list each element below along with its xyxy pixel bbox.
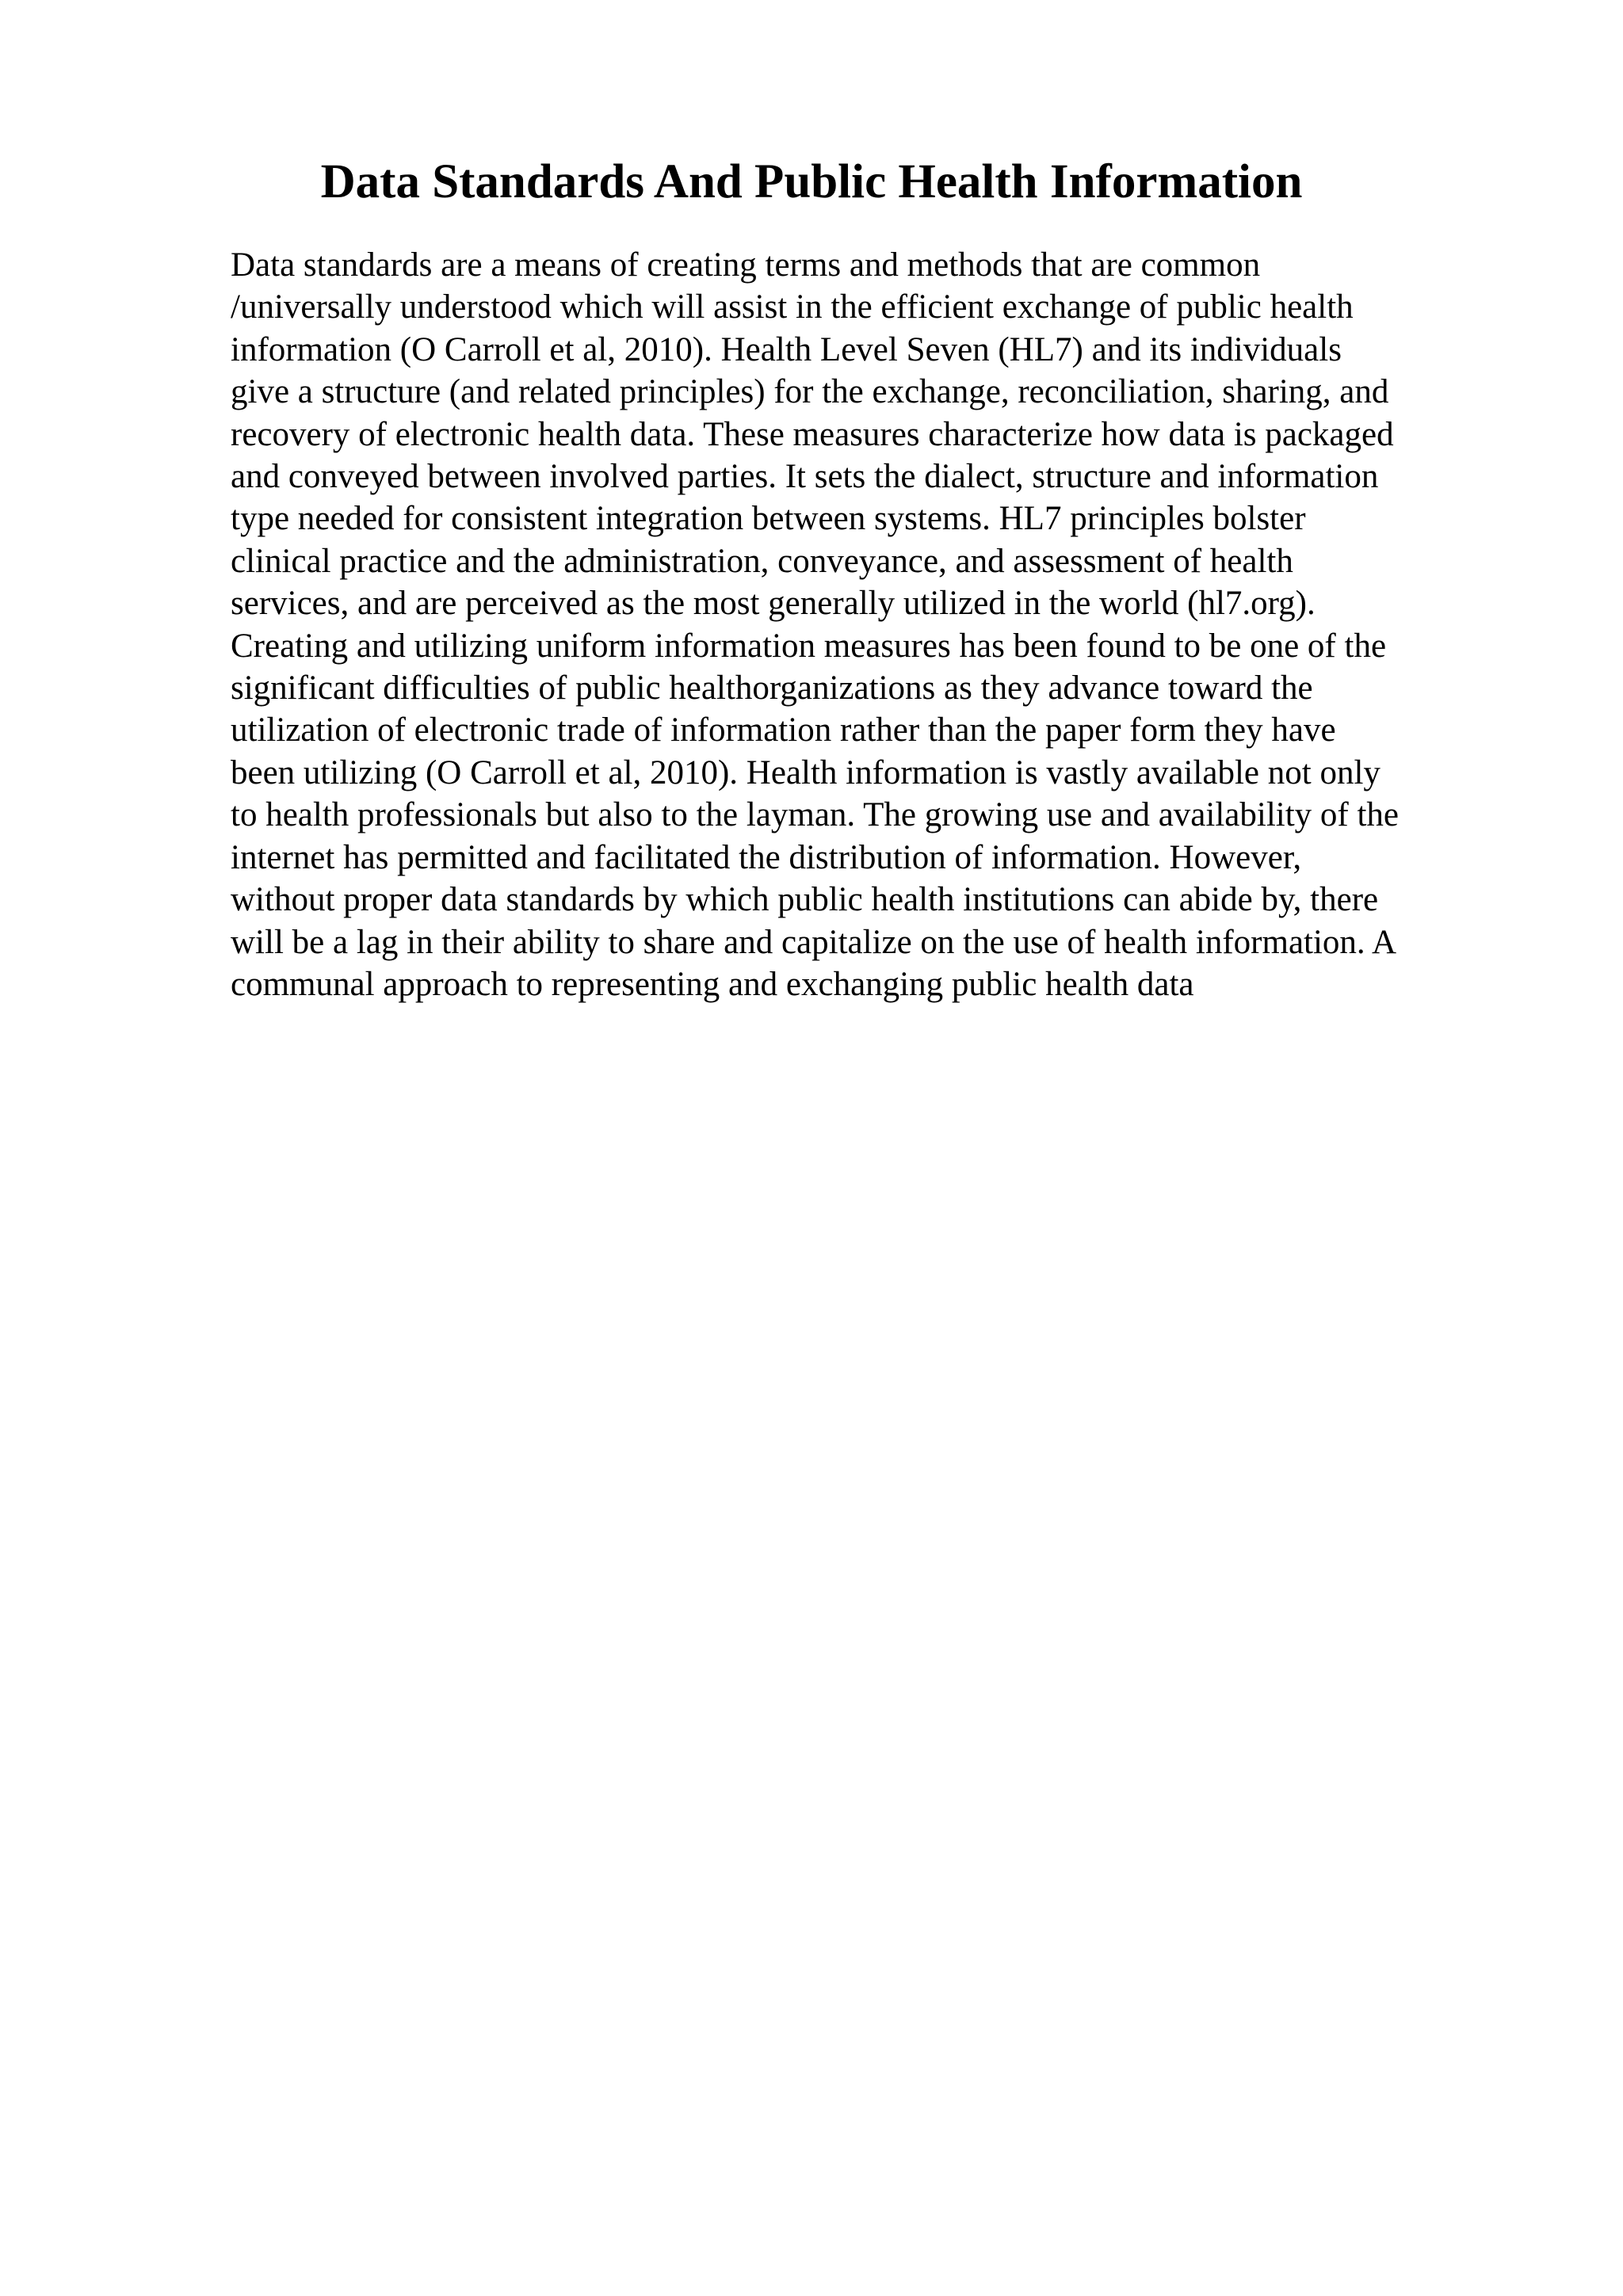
paragraph-line: information (O Carroll et al, 2010). Health Level Seven (HL7) and its individuals: [231, 330, 1342, 368]
paragraph-line: give a structure (and related principles) for the exchange, reconciliation, sharing, and: [231, 373, 1389, 411]
paragraph-line: services, and are perceived as the most generally utilized in the world (hl7.org).: [231, 585, 1316, 623]
paragraph-line: significant difficulties of public healthorganizations as they advance toward the: [231, 669, 1313, 707]
paragraph-line: and conveyed between involved parties. It sets the dialect, structure and information: [231, 458, 1379, 496]
document-title: Data Standards And Public Health Information: [320, 155, 1303, 208]
paragraph-line: recovery of electronic health data. These measures characterize how data is packaged: [231, 415, 1394, 453]
paragraph-line: been utilizing (O Carroll et al, 2010). Health information is vastly available not only: [231, 753, 1381, 791]
paragraph-line: internet has permitted and facilitated the distribution of information. However,: [231, 838, 1302, 876]
paragraph-line: will be a lag in their ability to share and capitalize on the use of health information. A: [231, 923, 1397, 961]
paragraph-line: communal approach to representing and exchanging public health data: [231, 965, 1194, 1003]
paragraph-line: clinical practice and the administration, conveyance, and assessment of health: [231, 542, 1293, 580]
paragraph-line: type needed for consistent integration between systems. HL7 principles bolster: [231, 500, 1306, 538]
paragraph-line: utilization of electronic trade of information rather than the paper form they have: [231, 711, 1336, 749]
paragraph-line: to health professionals but also to the layman. The growing use and availability of the: [231, 796, 1400, 834]
paragraph-line: Data standards are a means of creating terms and methods that are common: [231, 246, 1261, 284]
paragraph-line: without proper data standards by which public health institutions can abide by, there: [231, 881, 1379, 919]
paragraph-line: /universally understood which will assist in the efficient exchange of public health: [231, 288, 1354, 326]
body-paragraph: [231, 244, 1514, 1005]
paragraph-line: Creating and utilizing uniform information measures has been found to be one of the: [231, 627, 1387, 665]
